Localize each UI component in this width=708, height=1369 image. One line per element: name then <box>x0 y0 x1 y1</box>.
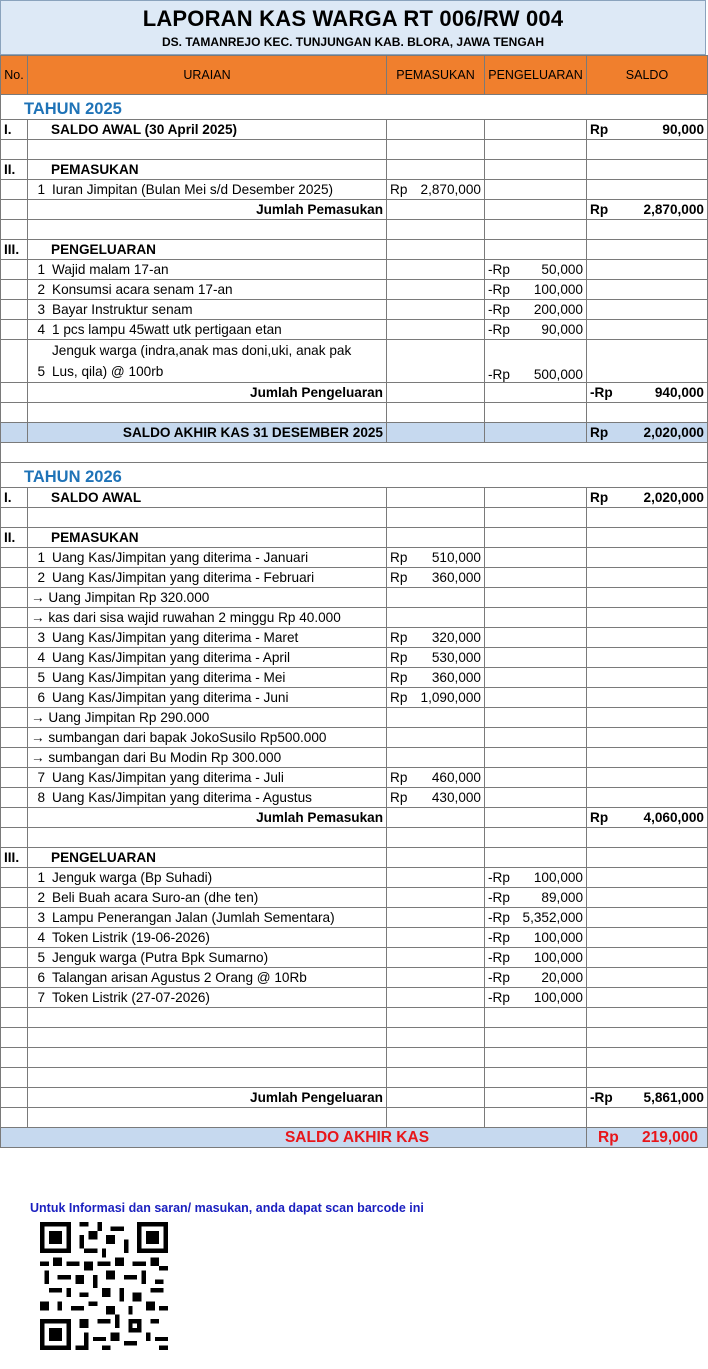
section-number: II. <box>1 160 28 180</box>
empty-row <box>1 220 708 240</box>
expense-amount: -Rp 100,000 <box>485 868 587 888</box>
saldo-awal-amount: Rp 90,000 <box>587 120 708 140</box>
empty-row <box>1 1048 708 1068</box>
expense-row <box>1 988 708 1008</box>
sub-item-row <box>1 708 708 728</box>
sub-item-description: → Uang Jimpitan Rp 290.000 <box>28 708 387 728</box>
item-description: 1 Jenguk warga (Bp Suhadi) <box>28 868 387 888</box>
saldo-awal-label: SALDO AWAL (30 April 2025) <box>28 120 387 140</box>
section-label: PENGELUARAN <box>28 848 387 868</box>
expense-amount: -Rp 20,000 <box>485 968 587 988</box>
expense-row <box>1 868 708 888</box>
section-label: PENGELUARAN <box>28 240 387 260</box>
total-label: Jumlah Pemasukan <box>28 808 387 828</box>
expense-row <box>1 928 708 948</box>
empty-row <box>1 1068 708 1088</box>
sub-item-row <box>1 728 708 748</box>
item-description: 3 Bayar Instruktur senam <box>28 300 387 320</box>
expense-amount: -Rp 100,000 <box>485 928 587 948</box>
empty-row <box>1 1008 708 1028</box>
section-row <box>1 528 708 548</box>
total-label: Jumlah Pengeluaran <box>28 383 387 403</box>
income-row <box>1 548 708 568</box>
final-saldo-amount: Rp 219,000 <box>587 1128 708 1148</box>
col-header-pemasukan: PEMASUKAN <box>387 56 485 95</box>
section-label: PEMASUKAN <box>28 160 387 180</box>
year-row-2026 <box>1 463 708 488</box>
item-description: 5 Jenguk warga (Putra Bpk Sumarno) <box>28 948 387 968</box>
sub-item-description: → kas dari sisa wajid ruwahan 2 minggu Rp 40.000 <box>28 608 387 628</box>
item-description: Jenguk warga (indra,anak mas doni,uki, anak pak 5 Lus, qila) @ 100rb <box>28 340 387 383</box>
section-number: III. <box>1 848 28 868</box>
expense-row <box>1 888 708 908</box>
empty-row <box>1 140 708 160</box>
total-label: Jumlah Pemasukan <box>28 200 387 220</box>
report-subtitle: DS. TAMANREJO KEC. TUNJUNGAN KAB. BLORA, JAWA TENGAH <box>161 35 544 49</box>
saldo-akhir-amount: Rp 2,020,000 <box>587 423 708 443</box>
expense-amount: -Rp 500,000 <box>485 340 587 383</box>
income-row <box>1 768 708 788</box>
sub-item-row <box>1 748 708 768</box>
expense-amount: -Rp 5,352,000 <box>485 908 587 928</box>
item-description: 1 Wajid malam 17-an <box>28 260 387 280</box>
empty-row <box>1 1108 708 1128</box>
section-number: I. <box>1 120 28 140</box>
total-amount: -Rp 940,000 <box>587 383 708 403</box>
ledger-body <box>1 95 708 1148</box>
item-description: 4 Token Listrik (19-06-2026) <box>28 928 387 948</box>
total-row <box>1 200 708 220</box>
income-row <box>1 648 708 668</box>
sub-item-description: → Uang Jimpitan Rp 320.000 <box>28 588 387 608</box>
expense-amount: -Rp 200,000 <box>485 300 587 320</box>
table-header-row <box>1 56 708 95</box>
col-header-saldo: SALDO <box>587 56 708 95</box>
total-row <box>1 808 708 828</box>
total-label: Jumlah Pengeluaran <box>28 1088 387 1108</box>
expense-amount: -Rp 89,000 <box>485 888 587 908</box>
expense-row <box>1 340 708 383</box>
final-saldo-label: SALDO AKHIR KAS <box>1 1128 587 1148</box>
income-row <box>1 688 708 708</box>
section-row <box>1 848 708 868</box>
income-row <box>1 788 708 808</box>
empty-row <box>1 828 708 848</box>
empty-row <box>1 1028 708 1048</box>
empty-row <box>1 508 708 528</box>
expense-amount: -Rp 100,000 <box>485 280 587 300</box>
report-header <box>0 0 706 55</box>
sub-item-description: → sumbangan dari Bu Modin Rp 300.000 <box>28 748 387 768</box>
item-description: 2 Beli Buah acara Suro-an (dhe ten) <box>28 888 387 908</box>
year-label: TAHUN 2026 <box>1 463 708 488</box>
item-description: 4 Uang Kas/Jimpitan yang diterima - April <box>28 648 387 668</box>
saldo-awal-label: SALDO AWAL <box>28 488 387 508</box>
item-description: 8 Uang Kas/Jimpitan yang diterima - Agustus <box>28 788 387 808</box>
expense-row <box>1 280 708 300</box>
item-description: 6 Talangan arisan Agustus 2 Orang @ 10Rb <box>28 968 387 988</box>
total-amount: Rp 2,870,000 <box>587 200 708 220</box>
item-description: 1 Uang Kas/Jimpitan yang diterima - Januari <box>28 548 387 568</box>
income-amount: Rp 530,000 <box>387 648 485 668</box>
expense-row <box>1 320 708 340</box>
section-row <box>1 160 708 180</box>
item-description: 1 Iuran Jimpitan (Bulan Mei s/d Desember 2025) <box>28 180 387 200</box>
cash-ledger-table <box>0 55 708 1148</box>
section-row <box>1 240 708 260</box>
income-amount: Rp 460,000 <box>387 768 485 788</box>
income-row <box>1 628 708 648</box>
spacer-row <box>1 443 708 463</box>
income-amount: Rp 430,000 <box>387 788 485 808</box>
income-row <box>1 668 708 688</box>
empty-row <box>1 403 708 423</box>
income-amount: Rp 360,000 <box>387 668 485 688</box>
final-saldo-row <box>1 1128 708 1148</box>
expense-row <box>1 908 708 928</box>
saldo-akhir-label: SALDO AKHIR KAS 31 DESEMBER 2025 <box>28 423 387 443</box>
sub-item-description: → sumbangan dari bapak JokoSusilo Rp500.000 <box>28 728 387 748</box>
expense-row <box>1 300 708 320</box>
year-row-2025 <box>1 95 708 120</box>
saldo-awal-amount: Rp 2,020,000 <box>587 488 708 508</box>
item-description: 6 Uang Kas/Jimpitan yang diterima - Juni <box>28 688 387 708</box>
expense-row <box>1 260 708 280</box>
section-number: III. <box>1 240 28 260</box>
section-number: I. <box>1 488 28 508</box>
item-description: 7 Token Listrik (27-07-2026) <box>28 988 387 1008</box>
item-description: 2 Uang Kas/Jimpitan yang diterima - Februari <box>28 568 387 588</box>
saldo-akhir-row <box>1 423 708 443</box>
sub-item-row <box>1 588 708 608</box>
section-number: II. <box>1 528 28 548</box>
income-row <box>1 568 708 588</box>
income-amount: Rp 510,000 <box>387 548 485 568</box>
total-row <box>1 1088 708 1108</box>
income-amount: Rp 360,000 <box>387 568 485 588</box>
col-header-pengeluaran: PENGELUARAN <box>485 56 587 95</box>
income-row <box>1 180 708 200</box>
col-header-uraian: URAIAN <box>28 56 387 95</box>
expense-row <box>1 968 708 988</box>
report-title: LAPORAN KAS WARGA RT 006/RW 004 <box>142 6 564 31</box>
expense-amount: -Rp 50,000 <box>485 260 587 280</box>
item-description: 3 Lampu Penerangan Jalan (Jumlah Sementara) <box>28 908 387 928</box>
saldo-awal-row <box>1 488 708 508</box>
expense-amount: -Rp 100,000 <box>485 988 587 1008</box>
total-amount: Rp 4,060,000 <box>587 808 708 828</box>
expense-amount: -Rp 100,000 <box>485 948 587 968</box>
section-label: PEMASUKAN <box>28 528 387 548</box>
item-description: 2 Konsumsi acara senam 17-an <box>28 280 387 300</box>
total-amount: -Rp 5,861,000 <box>587 1088 708 1108</box>
year-label: TAHUN 2025 <box>1 95 708 120</box>
item-description: 4 1 pcs lampu 45watt utk pertigaan etan <box>28 320 387 340</box>
income-amount: Rp 1,090,000 <box>387 688 485 708</box>
footer-note: Untuk Informasi dan saran/ masukan, anda dapat scan barcode ini <box>30 1201 424 1215</box>
income-amount: Rp 2,870,000 <box>387 180 485 200</box>
item-description: 3 Uang Kas/Jimpitan yang diterima - Maret <box>28 628 387 648</box>
saldo-awal-row <box>1 120 708 140</box>
item-description: 5 Uang Kas/Jimpitan yang diterima - Mei <box>28 668 387 688</box>
qr-code-icon[interactable] <box>40 1222 168 1350</box>
income-amount: Rp 320,000 <box>387 628 485 648</box>
item-description: 7 Uang Kas/Jimpitan yang diterima - Juli <box>28 768 387 788</box>
expense-row <box>1 948 708 968</box>
sub-item-row <box>1 608 708 628</box>
col-header-no: No. <box>1 56 28 95</box>
total-row <box>1 383 708 403</box>
expense-amount: -Rp 90,000 <box>485 320 587 340</box>
